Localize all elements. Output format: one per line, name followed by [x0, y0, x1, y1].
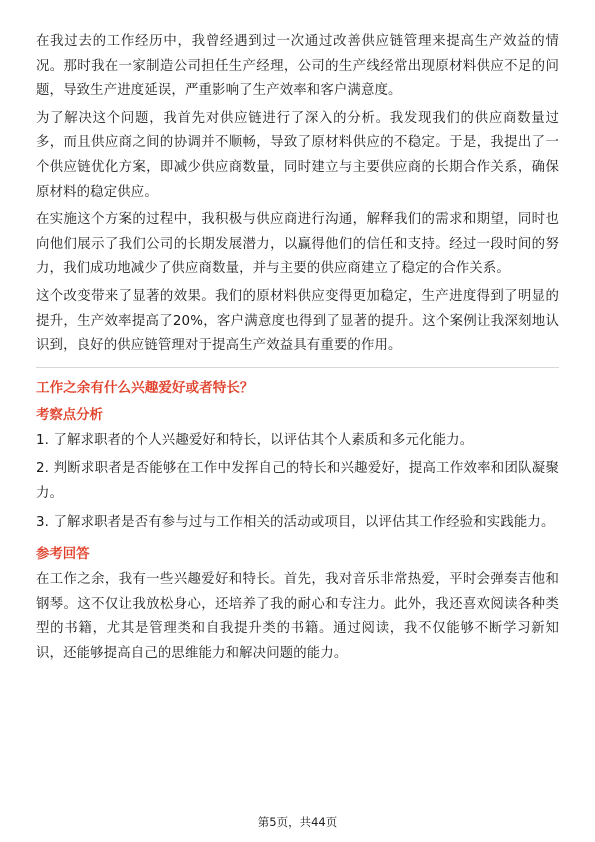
question-title: 工作之余有什么兴趣爱好或者特长？	[36, 379, 254, 396]
page-number-footer: 第5页，共44页	[257, 815, 338, 829]
analysis-item-1: 1. 了解求职者的个人兴趣爱好和特长，以评估其个人素质和多元化能力。	[36, 432, 474, 448]
story-paragraph-3: 在实施这个方案的过程中，我积极与供应商进行沟通，解释我们的需求和期望，同时也向他们展示了我们公司的长期发展潜力，以赢得他们的信任和支持。经过一段时间的努力，我们成功地减少了供应商数量，并与主要的供应商建立了稳定的合作关系。	[36, 212, 559, 277]
story-paragraph-2: 为了解决这个问题，我首先对供应链进行了深入的分析。我发现我们的供应商数量过多，而且供应商之间的协调并不顺畅，导致了原材料供应的不稳定。于是，我提出了一个供应链优化方案，即减少供应商数量，同时建立与主要供应商的长期合作关系，确保原材料的稳定供应。	[36, 110, 559, 200]
analysis-item-2: 2. 判断求职者是否能够在工作中发挥自己的特长和兴趣爱好，提高工作效率和团队凝聚力。	[36, 461, 559, 501]
answer-heading: 参考回答	[36, 547, 90, 563]
analysis-heading: 考察点分析	[36, 407, 103, 423]
story-paragraph-4: 这个改变带来了显著的效果。我们的原材料供应变得更加稳定，生产进度得到了明显的提升，生产效率提高了20%，客户满意度也得到了显著的提升。这个案例让我深刻地认识到，良好的供应链管理对于提高生产效益具有重要的作用。	[36, 288, 559, 354]
section-divider	[36, 367, 559, 368]
story-paragraph-1: 在我过去的工作经历中，我曾经遇到过一次通过改善供应链管理来提高生产效益的情况。那时我在一家制造公司担任生产经理，公司的生产线经常出现原材料供应不足的问题，导致生产进度延误，严重影响了生产效率和客户满意度。	[36, 34, 559, 99]
page-content	[36, 30, 559, 669]
analysis-item-3: 3. 了解求职者是否有参与过与工作相关的活动或项目，以评估其工作经验和实践能力。	[36, 514, 555, 530]
answer-paragraph: 在工作之余，我有一些兴趣爱好和特长。首先，我对音乐非常热爱，平时会弹奏吉他和钢琴。这不仅让我放松身心，还培养了我的耐心和专注力。此外，我还喜欢阅读各种类型的书籍，尤其是管理类和自我提升类的书籍。通过阅读，我不仅能够不断学习新知识，还能够提高自己的思维能力和解决问题的能力。	[36, 572, 559, 661]
